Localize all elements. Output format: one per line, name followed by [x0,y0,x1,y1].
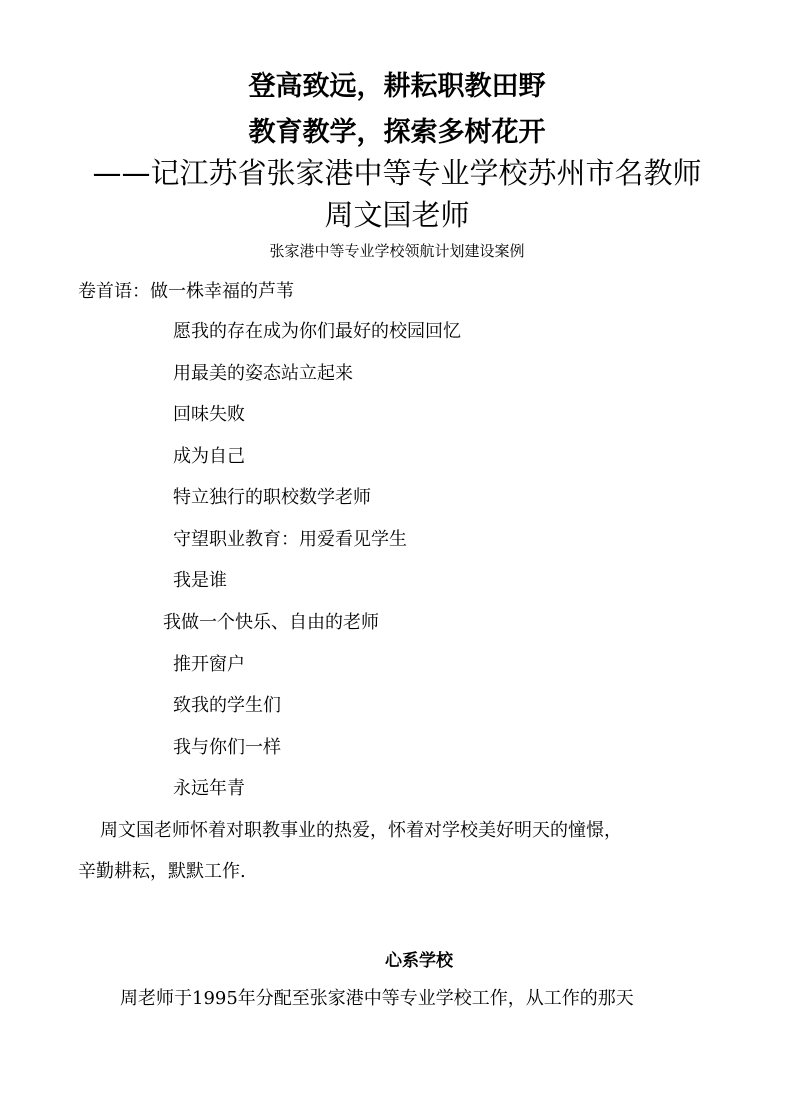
preface-item: 守望职业教育：用爱看见学生 [173,529,407,550]
preface-item: 用最美的姿态站立起来 [173,363,353,384]
preface-label: 卷首语：做一株幸福的芦苇 [78,281,294,302]
preface-item: 愿我的存在成为你们最好的校园回忆 [173,321,461,342]
intro-paragraph-line-1: 周文国老师怀着对职教事业的热爱，怀着对学校美好明天的憧憬， [100,820,622,841]
intro-paragraph-line-2: 辛勤耕耘，默默工作. [78,861,246,882]
preface-item: 永远年青 [173,778,245,799]
subtitle: 张家港中等专业学校领航计划建设案例 [269,242,525,260]
preface-item: 我与你们一样 [173,737,281,758]
preface-item: 回味失败 [173,404,245,425]
title-line-2: 教育教学，探索多树花开 [248,117,546,148]
preface-item: 致我的学生们 [173,695,281,716]
title-line-1: 登高致远，耕耘职教田野 [248,71,546,102]
section-title: 心系学校 [385,951,453,971]
preface-item: 我做一个快乐、自由的老师 [163,612,379,633]
section-paragraph-line-1: 周老师于1995年分配至张家港中等专业学校工作，从工作的那天 [120,988,634,1009]
title-line-4: 周文国老师 [324,198,470,232]
preface-item: 特立独行的职校数学老师 [173,487,371,508]
preface-item: 我是谁 [173,570,227,591]
preface-item: 推开窗户 [173,654,245,675]
title-line-3: ——记江苏省张家港中等专业学校苏州市名教师 [92,156,702,190]
preface-item: 成为自己 [173,446,245,467]
